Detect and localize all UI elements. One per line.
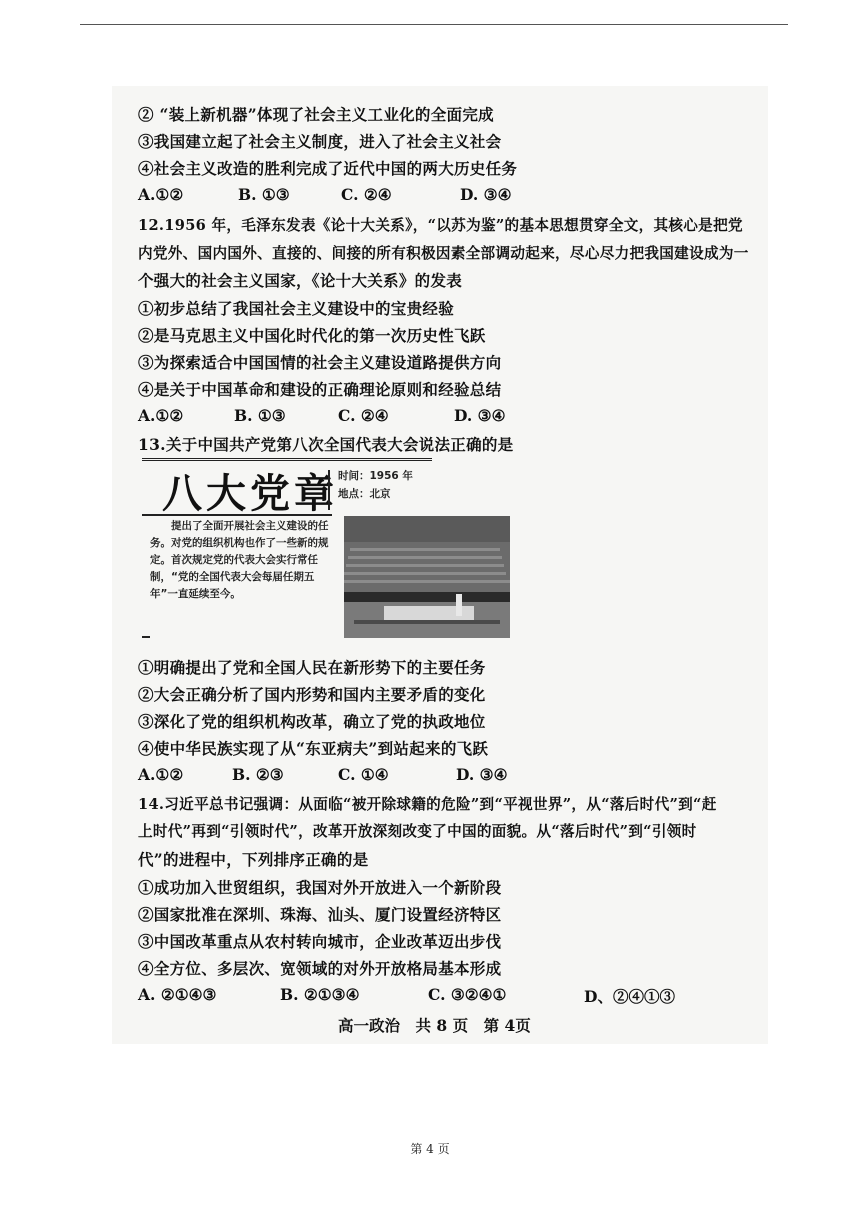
q11-option-a: A.①② (138, 185, 184, 204)
clipping-body-text: 提出了全面开展社会主义建设的任务。对党的组织机构也作了一些新的规定。首次规定党的代表大会实行常任制，“党的全国代表大会每届任期五年”一直延续至今。 (150, 520, 329, 600)
q12-stem-line-2: 内党外、国内国外、直接的、间接的所有积极因素全部调动起来，尽心尽力把我国建设成为一 (138, 245, 749, 262)
clipping-dash (142, 636, 150, 638)
q14-item-2: ②国家批准在深圳、珠海、汕头、厦门设置经济特区 (138, 905, 502, 924)
q11-option-c: C. ②④ (341, 185, 392, 204)
q14-option-b: B. ②①③④ (280, 985, 360, 1004)
q14-stem-line-3: 代”的进程中，下列排序正确的是 (138, 850, 369, 869)
party-congress-clipping (142, 452, 512, 638)
q12-option-d: D. ③④ (454, 406, 506, 425)
q14-item-1: ①成功加入世贸组织，我国对外开放进入一个新阶段 (138, 878, 502, 897)
q14-item-3: ③中国改革重点从农村转向城市，企业改革迈出步伐 (138, 932, 502, 951)
q14-option-a: A. ②①④③ (138, 985, 217, 1004)
congress-hall-photo (344, 516, 510, 638)
clipping-title: 八大党章 (162, 471, 338, 517)
q11-item-3: ③我国建立起了社会主义制度，进入了社会主义社会 (138, 132, 502, 151)
q13-option-a: A.①② (138, 765, 184, 784)
q13-option-c: C. ①④ (338, 765, 389, 784)
header-rule (80, 24, 788, 25)
q12-option-b: B. ①③ (234, 406, 286, 425)
q12-option-a: A.①② (138, 406, 184, 425)
q14-item-4: ④全方位、多层次、宽领域的对外开放格局基本形成 (138, 959, 502, 978)
clipping-separator (328, 470, 330, 510)
q12-item-1: ①初步总结了我国社会主义建设中的宝贵经验 (138, 299, 455, 318)
clipping-time: 时间：1956 年 (338, 470, 413, 482)
q11-option-d: D. ③④ (460, 185, 512, 204)
q11-option-b: B. ①③ (238, 185, 290, 204)
q12-item-3: ③为探索适合中国国情的社会主义建设道路提供方向 (138, 353, 502, 372)
q12-stem-line-1: 12.1956 年，毛泽东发表《论十大关系》，“以苏为鉴”的基本思想贯穿全文，其核心是把党 (138, 217, 743, 234)
q12-option-c: C. ②④ (338, 406, 389, 425)
clipping-place: 地点：北京 (338, 488, 391, 500)
q12-item-2: ②是马克思主义中国化时代化的第一次历史性飞跃 (138, 326, 486, 345)
q13-item-4: ④使中华民族实现了从“东亚病夫”到站起来的飞跃 (138, 739, 489, 758)
q13-item-3: ③深化了党的组织机构改革，确立了党的执政地位 (138, 712, 486, 731)
q12-item-4: ④是关于中国革命和建设的正确理论原则和经验总结 (138, 380, 502, 399)
q14-option-d: D、②④①③ (584, 987, 675, 1006)
photo-drawing (344, 516, 510, 638)
page-number: 第 4 页 (410, 1142, 450, 1156)
q13-item-1: ①明确提出了党和全国人民在新形势下的主要任务 (138, 658, 486, 677)
q11-item-4: ④社会主义改造的胜利完成了近代中国的两大历史任务 (138, 159, 518, 178)
scan-footer: 高一政治 共 8 页 第 4页 (338, 1016, 531, 1035)
q13-option-d: D. ③④ (456, 765, 508, 784)
q14-option-c: C. ③②④① (428, 985, 507, 1004)
q13-item-2: ②大会正确分析了国内形势和国内主要矛盾的变化 (138, 685, 486, 704)
clipping-top-rule (142, 458, 432, 461)
q13-stem: 13.关于中国共产党第八次全国代表大会说法正确的是 (138, 435, 514, 454)
q13-option-b: B. ②③ (232, 765, 284, 784)
q12-stem-line-3: 个强大的社会主义国家，《论十大关系》的发表 (138, 271, 463, 290)
q14-stem-line-2: 上时代”再到“引领时代”，改革开放深刻改变了中国的面貌。从“落后时代”到“引领时 (138, 823, 697, 840)
q14-stem-line-1: 14.习近平总书记强调：从面临“被开除球籍的危险”到“平视世界”，从“落后时代”到“赶 (138, 796, 717, 813)
clipping-bottom-rule (142, 514, 332, 516)
q11-item-2: ② “装上新机器”体现了社会主义工业化的全面完成 (138, 105, 494, 124)
